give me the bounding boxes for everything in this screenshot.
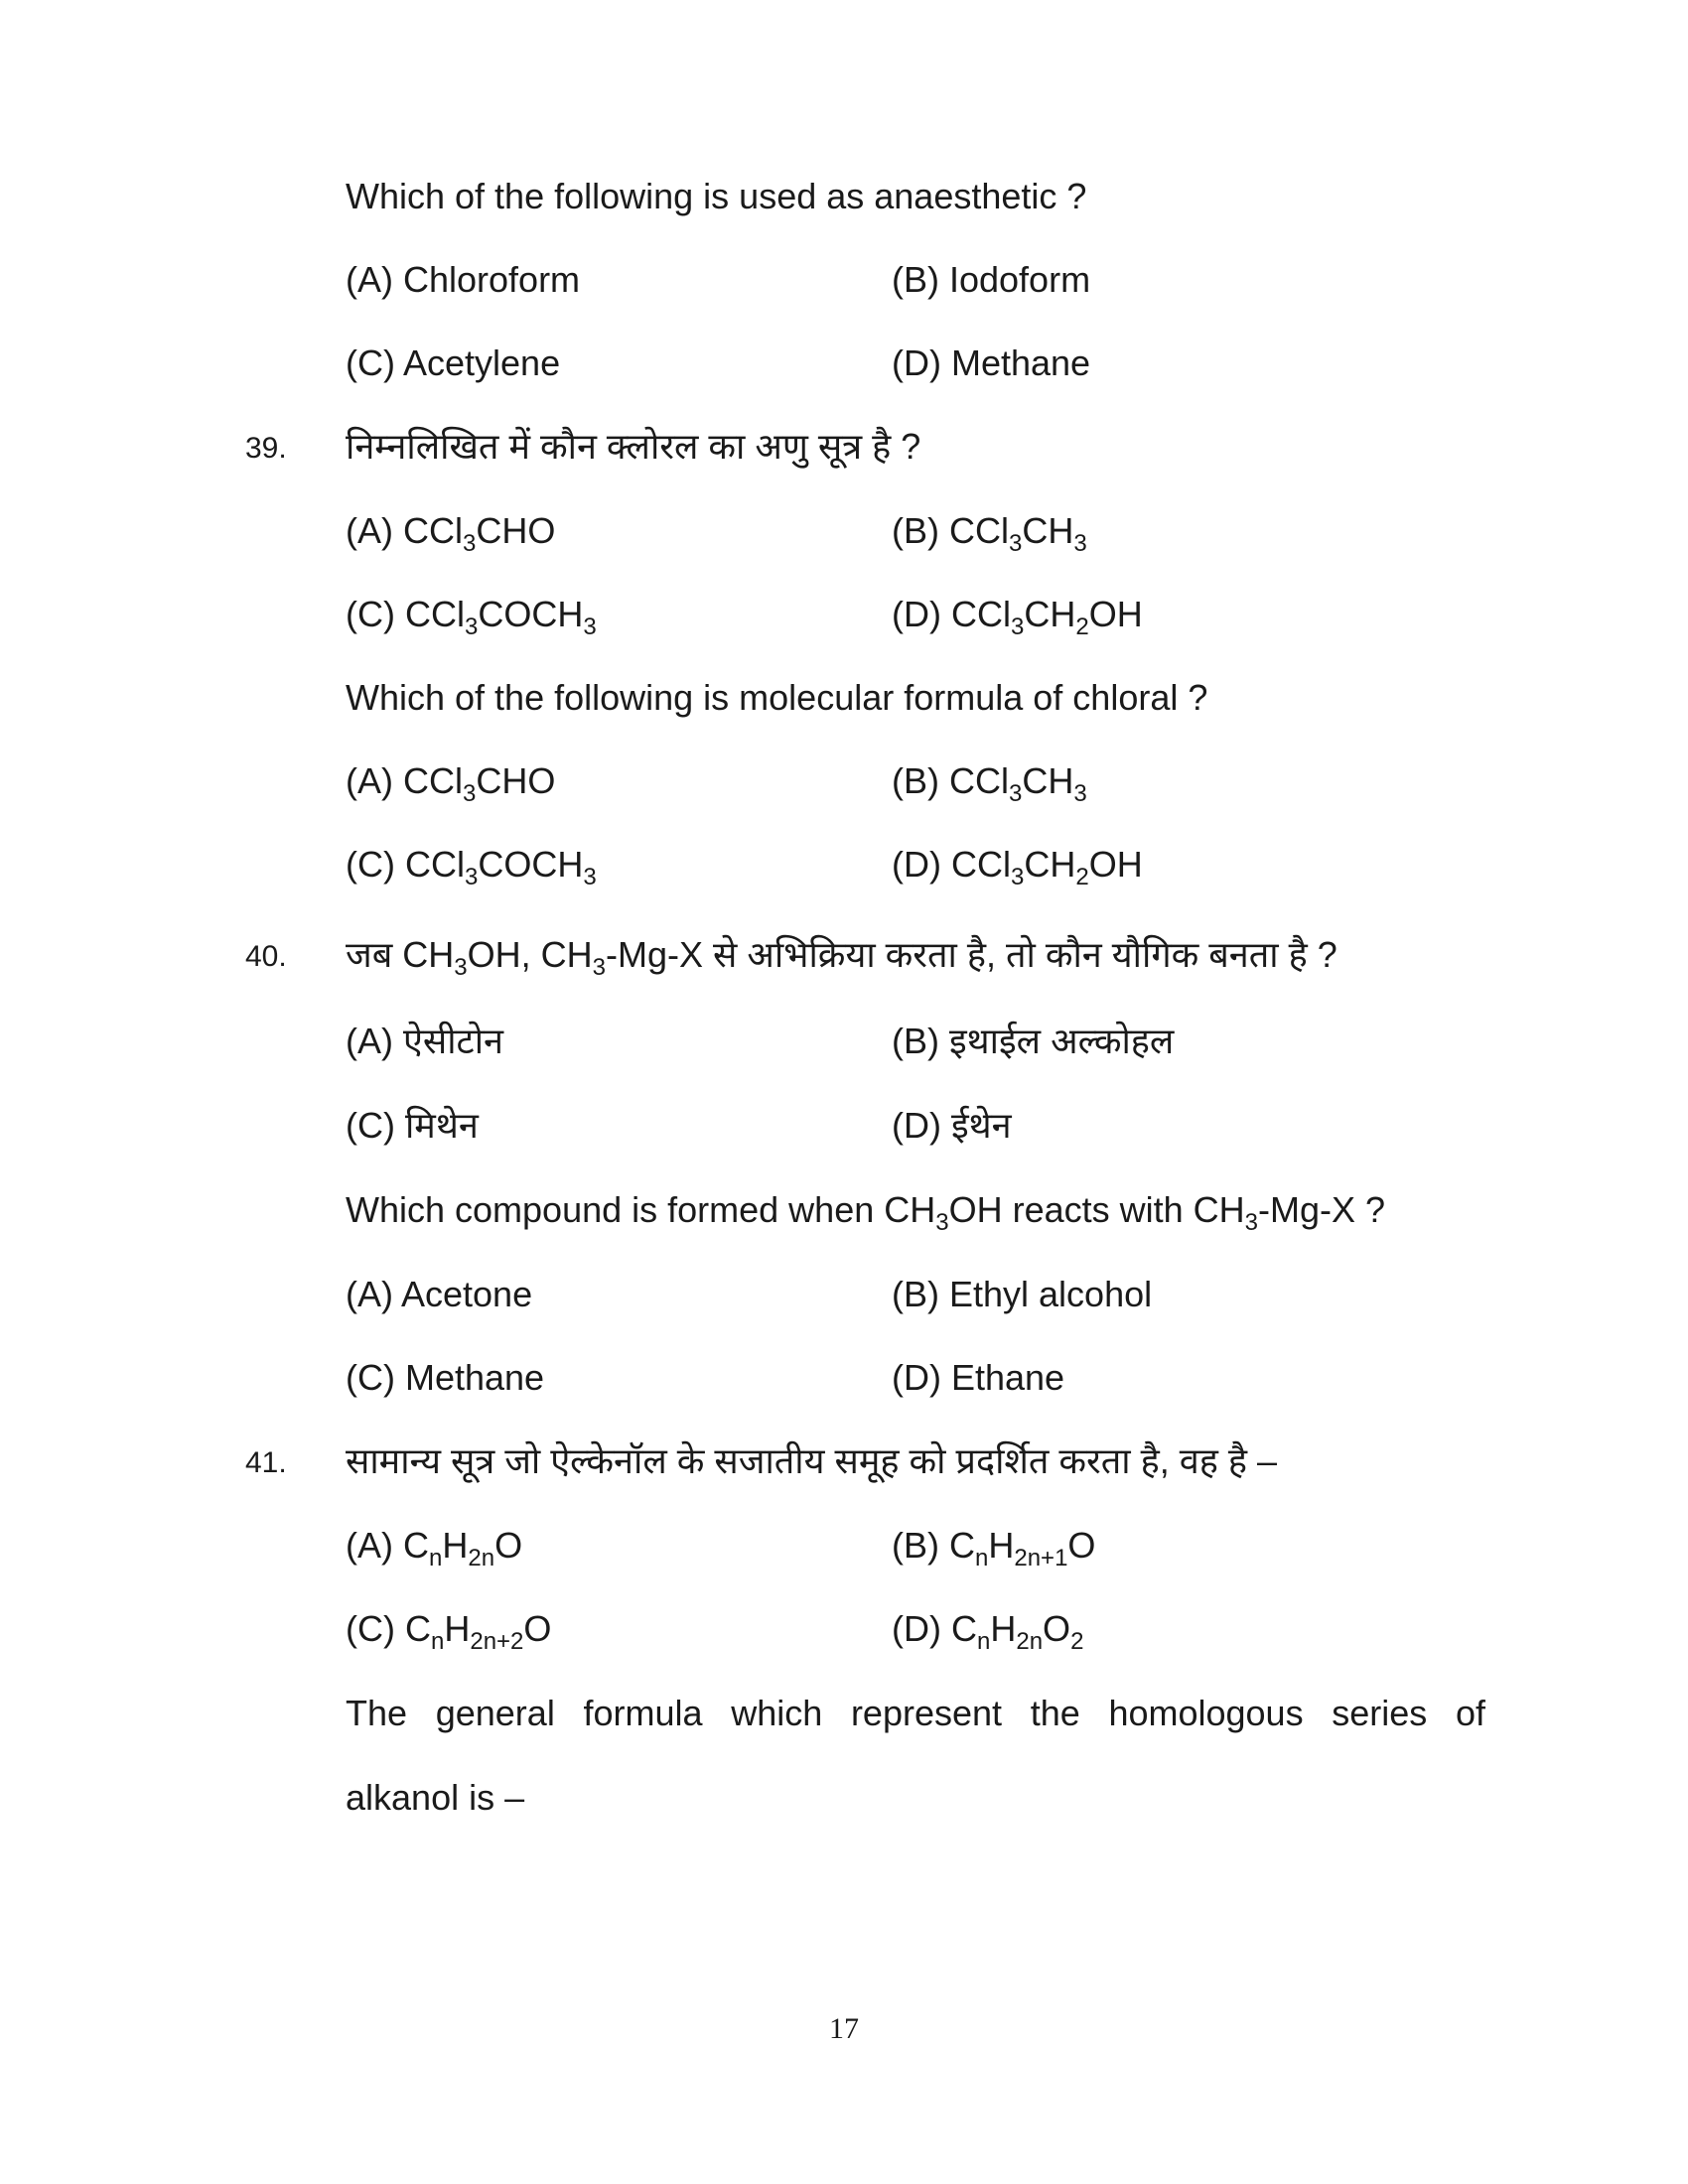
q41-option-d: (D) $C_nH_{2n}O_2$ [892,1608,1084,1655]
q39-option-c-en: (C) $CCl_3COCH_3$ [346,844,597,890]
q41-option-c: (C) $C_nH_{2n+2}O$ [346,1608,552,1655]
q40-option-d-hi: (D) ईथेन [892,1105,1012,1146]
q41-question-hi: सामान्य सूत्र जो ऐल्केनॉल के सजातीय समूह को प्रदर्शित करता है, वह है – [346,1440,1278,1481]
q40-option-a-hi: (A) ऐसीटोन [346,1021,504,1061]
q38-option-c-en: (C) Acetylene [346,342,561,383]
q41-number: 41. [245,1446,287,1479]
q40-option-b-hi: (B) इथाईल अल्कोहल [892,1021,1175,1061]
q38-option-b-en: (B) Iodoform [892,259,1091,300]
page-number: 17 [829,2012,859,2045]
q41-option-a: (A) $C_nH_{2n}O$ [346,1525,523,1571]
q39-option-a-hi: (A) CCl$_3$CHO [346,510,556,557]
q40-option-c-en: (C) Methane [346,1357,545,1398]
q39-number: 39. [245,432,287,465]
q39-option-d-en: (D) $CCl_3CH_2OH$ [892,844,1143,890]
q41-question-en-line1: The general formula which represent the homologous series of [346,1693,1485,1733]
q38-option-d-en: (D) Methane [892,342,1091,383]
q39-question-en: Which of the following is molecular formula of chloral ? [346,677,1208,718]
q39-option-b-en: (B) $CCl_3CH_3$ [892,760,1087,807]
q40-question-en: Which compound is formed when $CH_3OH$ reacts with $CH_3-Mg-X$ ? [346,1189,1386,1236]
q39-option-a-en: (A) CCl$_3$CHO [346,760,556,807]
q41-option-b: (B) $C_nH_{2n+1}O$ [892,1525,1096,1571]
q39-option-d-hi: (D) $CCl_3CH_2OH$ [892,594,1143,640]
q40-option-b-en: (B) Ethyl alcohol [892,1274,1153,1314]
q38-option-a-en: (A) Chloroform [346,259,581,300]
q39-option-b-hi: (B) $CCl_3CH_3$ [892,510,1087,557]
q40-question-hi: जब $CH_3OH$, $CH_3-Mg-X$ से अभिक्रिया करता है, तो कौन यौगिक बनता है ? [346,934,1337,981]
q40-option-c-hi: (C) मिथेन [346,1105,479,1146]
q39-option-c-hi: (C) $CCl_3COCH_3$ [346,594,597,640]
q38-question-en: Which of the following is used as anaesthetic ? [346,176,1087,216]
q40-number: 40. [245,940,287,973]
q40-option-d-en: (D) Ethane [892,1357,1065,1398]
q39-question-hi: निम्नलिखित में कौन क्लोरल का अणु सूत्र है ? [346,426,921,467]
q40-option-a-en: (A) Acetone [346,1274,533,1314]
q41-question-en-line2: alkanol is – [346,1777,525,1818]
